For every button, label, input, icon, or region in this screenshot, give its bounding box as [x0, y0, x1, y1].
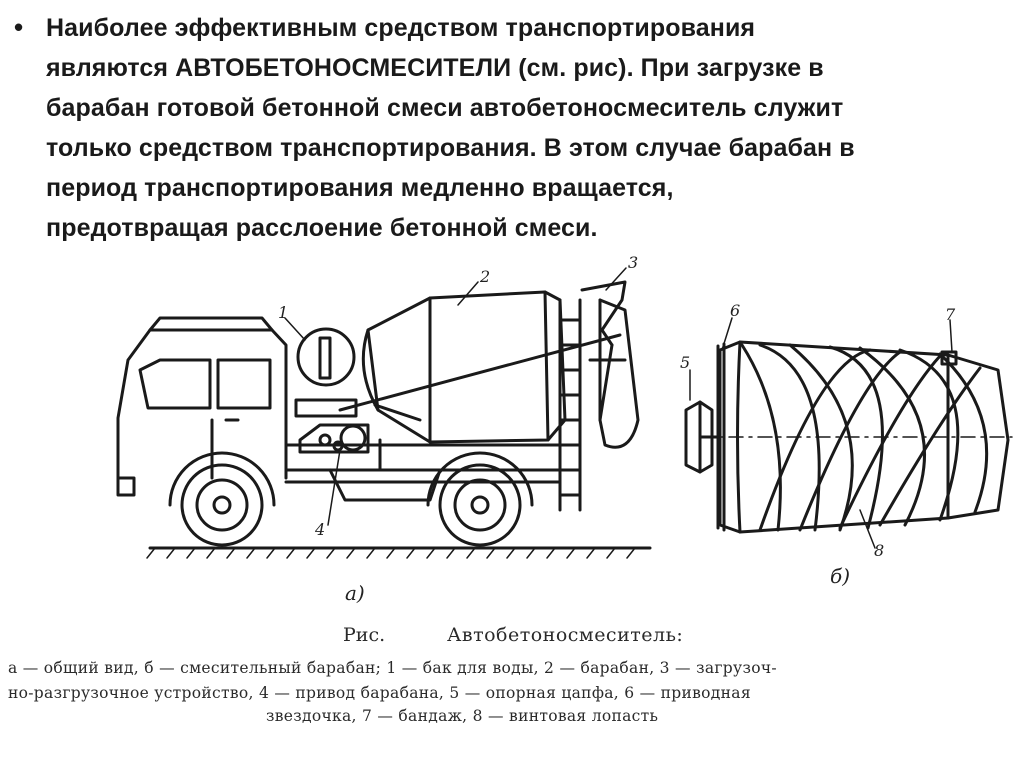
text-line-3: барабан готовой бетонной смеси автобетоносмеситель служит	[46, 94, 844, 122]
caption-line-3: звездочка, 7 — бандаж, 8 — винтовая лопасть	[266, 707, 659, 725]
mixer-truck-figure	[0, 248, 1024, 618]
main-text-block	[14, 8, 1014, 248]
label-2: 2	[480, 267, 491, 286]
label-5: 5	[680, 353, 691, 372]
caption-name: Автобетоносмеситель:	[447, 624, 684, 646]
bullet-marker: •	[14, 12, 24, 42]
text-line-6: предотвращая расслоение бетонной смеси.	[46, 214, 598, 242]
caption-line-1: а — общий вид, б — смесительный барабан; 1 — бак для воды, 2 — барабан, 3 — загрузоч-	[8, 659, 777, 677]
loading-device	[582, 282, 638, 447]
text-line-2: являются АВТОБЕТОНОСМЕСИТЕЛИ (см. рис). При загрузке в	[46, 54, 824, 82]
rear-wheel	[428, 453, 532, 545]
caption-ris: Рис.	[343, 624, 386, 646]
label-1: 1	[278, 303, 289, 322]
label-8: 8	[874, 541, 885, 560]
paragraph	[46, 8, 1014, 248]
label-4: 4	[315, 520, 326, 539]
label-7: 7	[945, 305, 956, 324]
label-3: 3	[628, 253, 639, 272]
water-tank	[298, 329, 354, 385]
front-wheel	[170, 453, 274, 545]
view-b-label: б)	[830, 564, 851, 588]
text-line-5: период транспортирования медленно вращается,	[46, 174, 674, 202]
drum-detail	[686, 342, 1012, 532]
ground-line	[147, 548, 650, 558]
view-a-label: а)	[345, 581, 365, 605]
label-6: 6	[730, 301, 741, 320]
caption-line-2: но-разгрузочное устройство, 4 — привод барабана, 5 — опорная цапфа, 6 — приводная	[8, 684, 751, 702]
text-line-1: Наиболее эффективным средством транспортирования	[46, 14, 756, 42]
text-line-4: только средством транспортирования. В этом случае барабан в	[46, 134, 855, 162]
